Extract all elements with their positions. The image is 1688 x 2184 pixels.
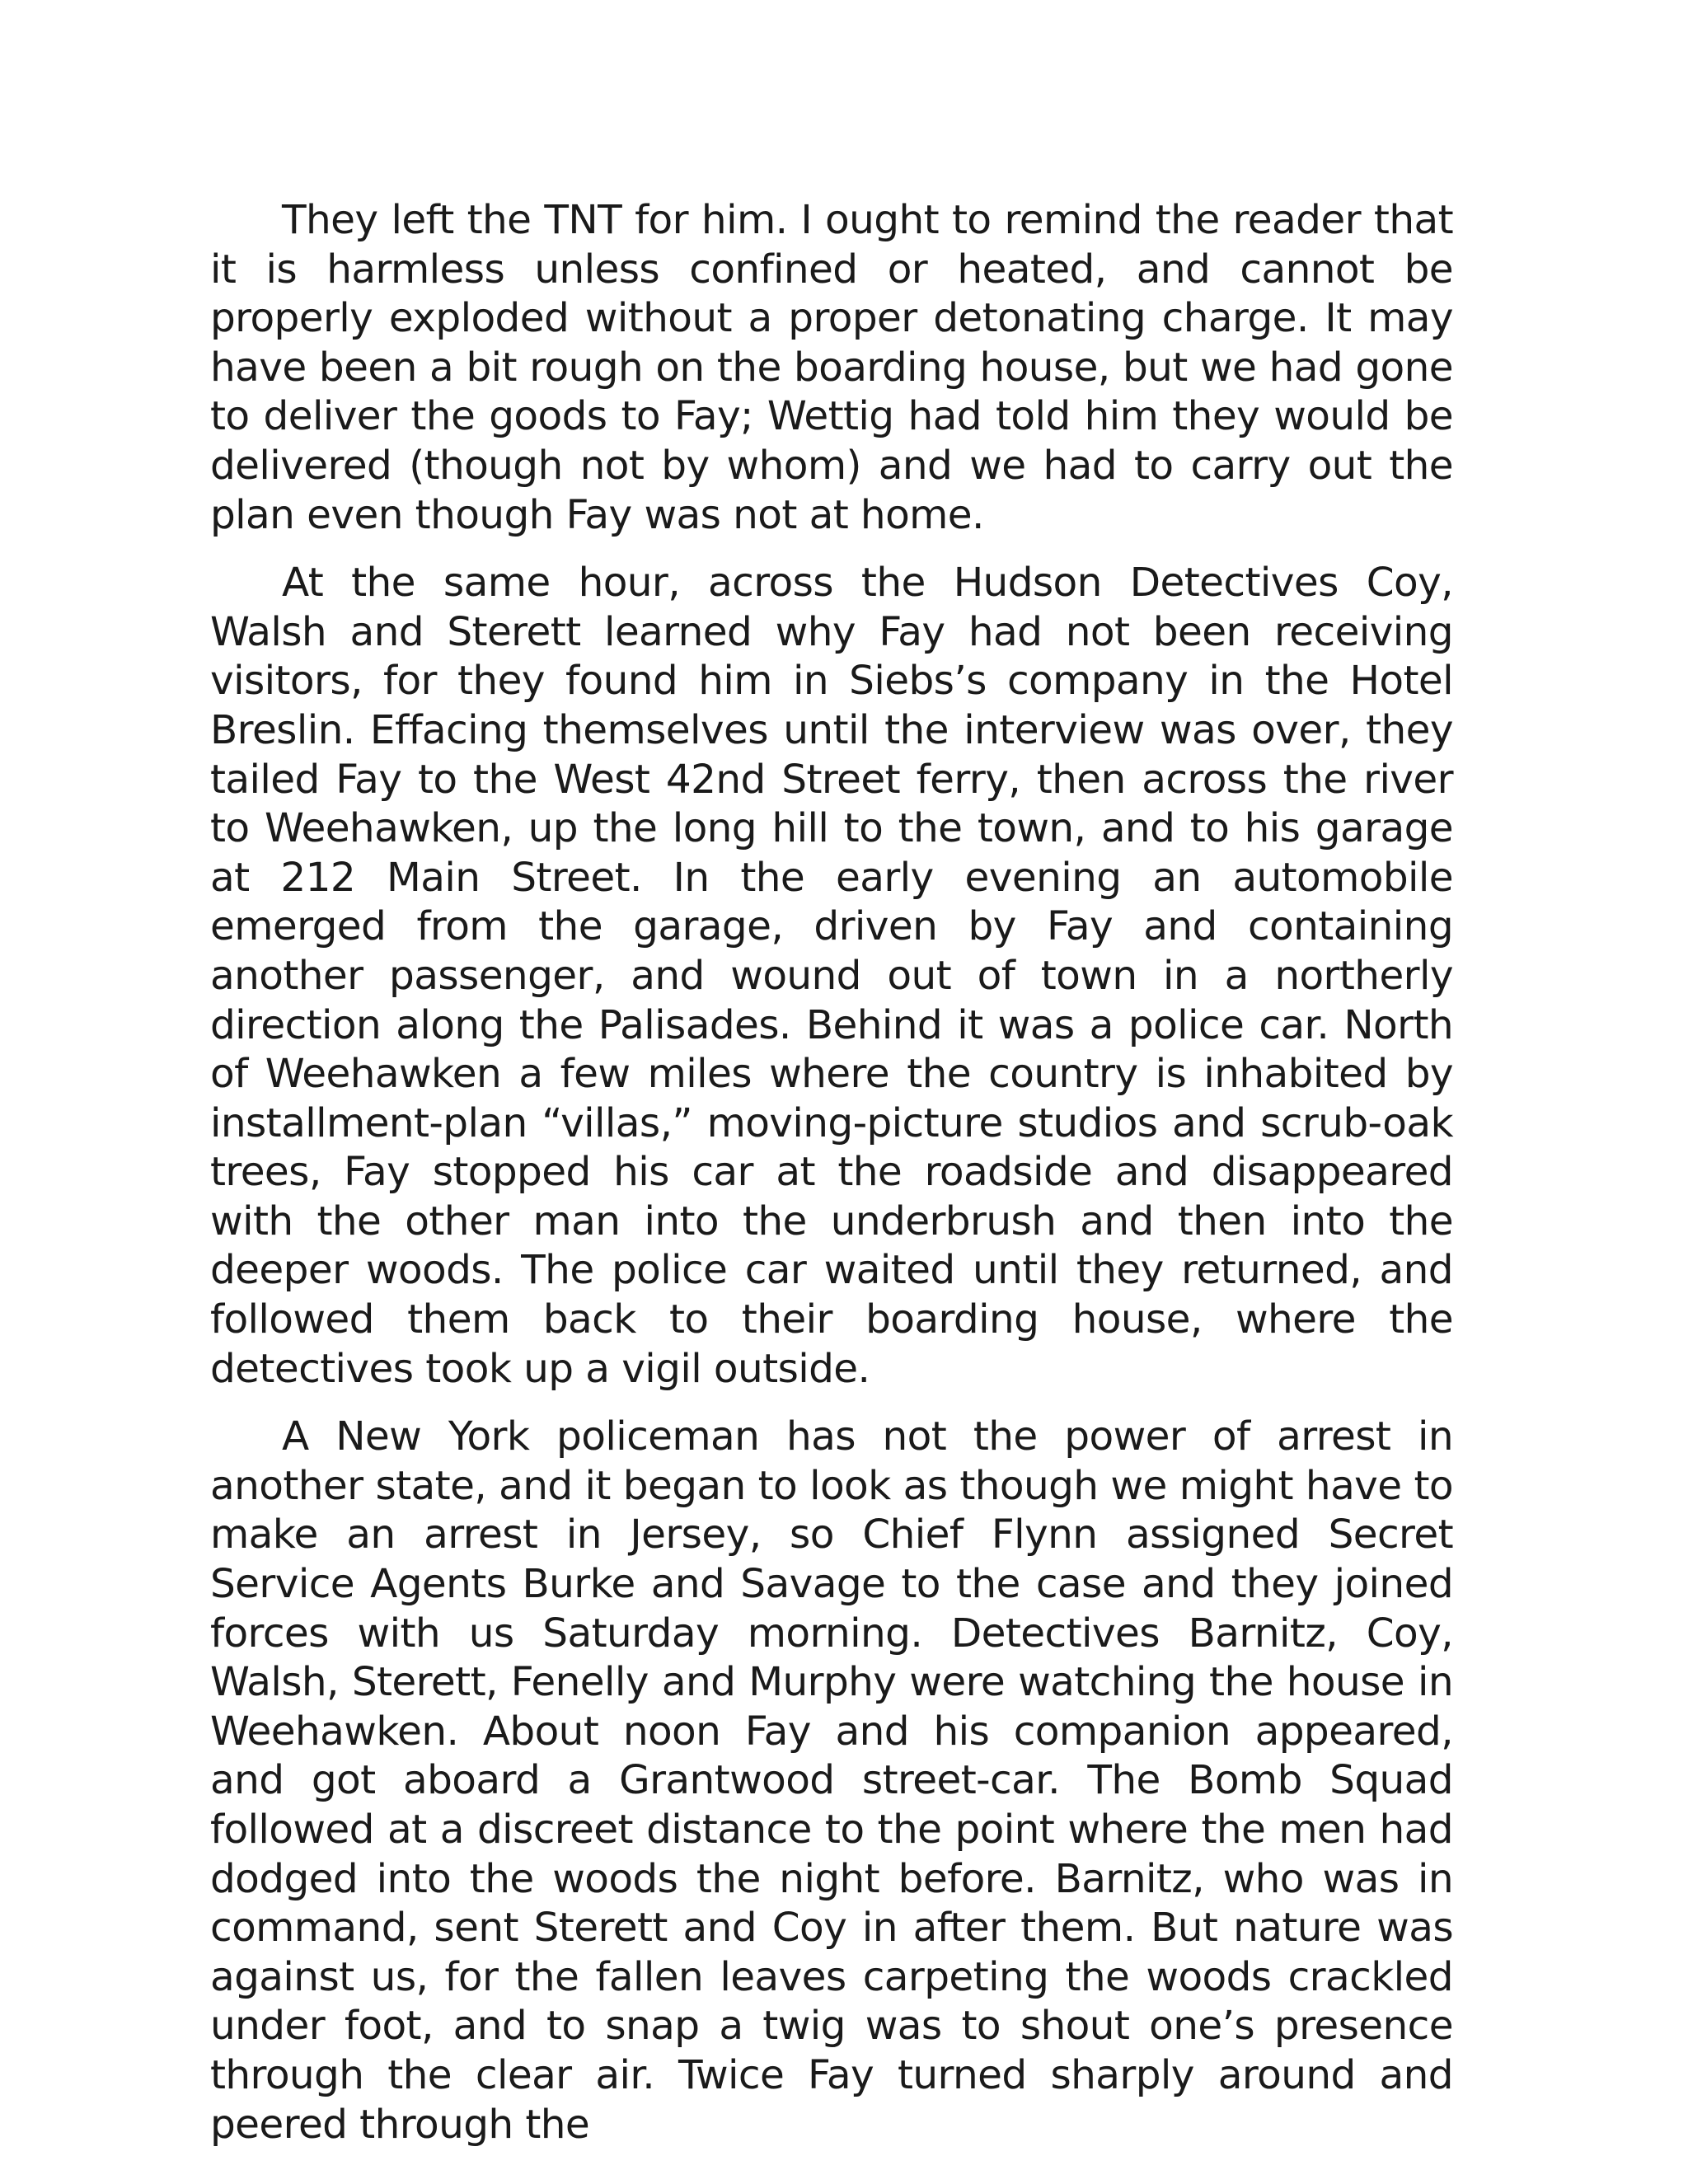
paragraph-3: A New York policeman has not the power of arrest in another state, and it began to look as though we might have to make an arrest in Jersey, so Chief Flynn assigned Secret Service Agents Burke and Savage to the case and they joined forces with us Saturday morning. Detectives Barnitz, Coy, Walsh, Sterett, Fenelly and Murphy were watching the house in Weehawken. About noon Fay and his companion appeared, and got aboard a Grantwood street-car. The Bomb Squad followed at a discreet distance to the point where the men had dodged into the woods the night before. Barnitz, who was in command, sent Sterett and Coy in after them. But nature was against us, for the fallen leaves carpeting the woods crackled under foot, and to snap a twig was to shout one’s presence through the clear air. Twice Fay turned sharply around and peered through the: [210, 1413, 1453, 2148]
page-body: [210, 196, 1453, 2149]
paragraph-2: At the same hour, across the Hudson Detectives Coy, Walsh and Sterett learned why Fay had not been receiving visitors, for they found him in Siebs’s company in the Hotel Breslin. Effacing themselves until the interview was over, they tailed Fay to the West 42nd Street ferry, then across the river to Weehawken, up the long hill to the town, and to his garage at 212 Main Street. In the early evening an automobile emerged from the garage, driven by Fay and containing another passenger, and wound out of town in a northerly direction along the Palisades. Behind it was a police car. North of Weehawken a few miles where the country is inhabited by installment-plan “villas,” moving-picture studios and scrub-oak trees, Fay stopped his car at the roadside and disappeared with the other man into the underbrush and then into the deeper woods. The police car waited until they returned, and followed them back to their boarding house, where the detectives took up a vigil outside.: [210, 560, 1453, 1392]
paragraph-1: They left the TNT for him. I ought to remind the reader that it is harmless unless confined or heated, and cannot be properly exploded without a proper detonating charge. It may have been a bit rough on the boarding house, but we had gone to deliver the goods to Fay; Wettig had told him they would be delivered (though not by whom) and we had to carry out the plan even though Fay was not at home.: [210, 197, 1453, 538]
